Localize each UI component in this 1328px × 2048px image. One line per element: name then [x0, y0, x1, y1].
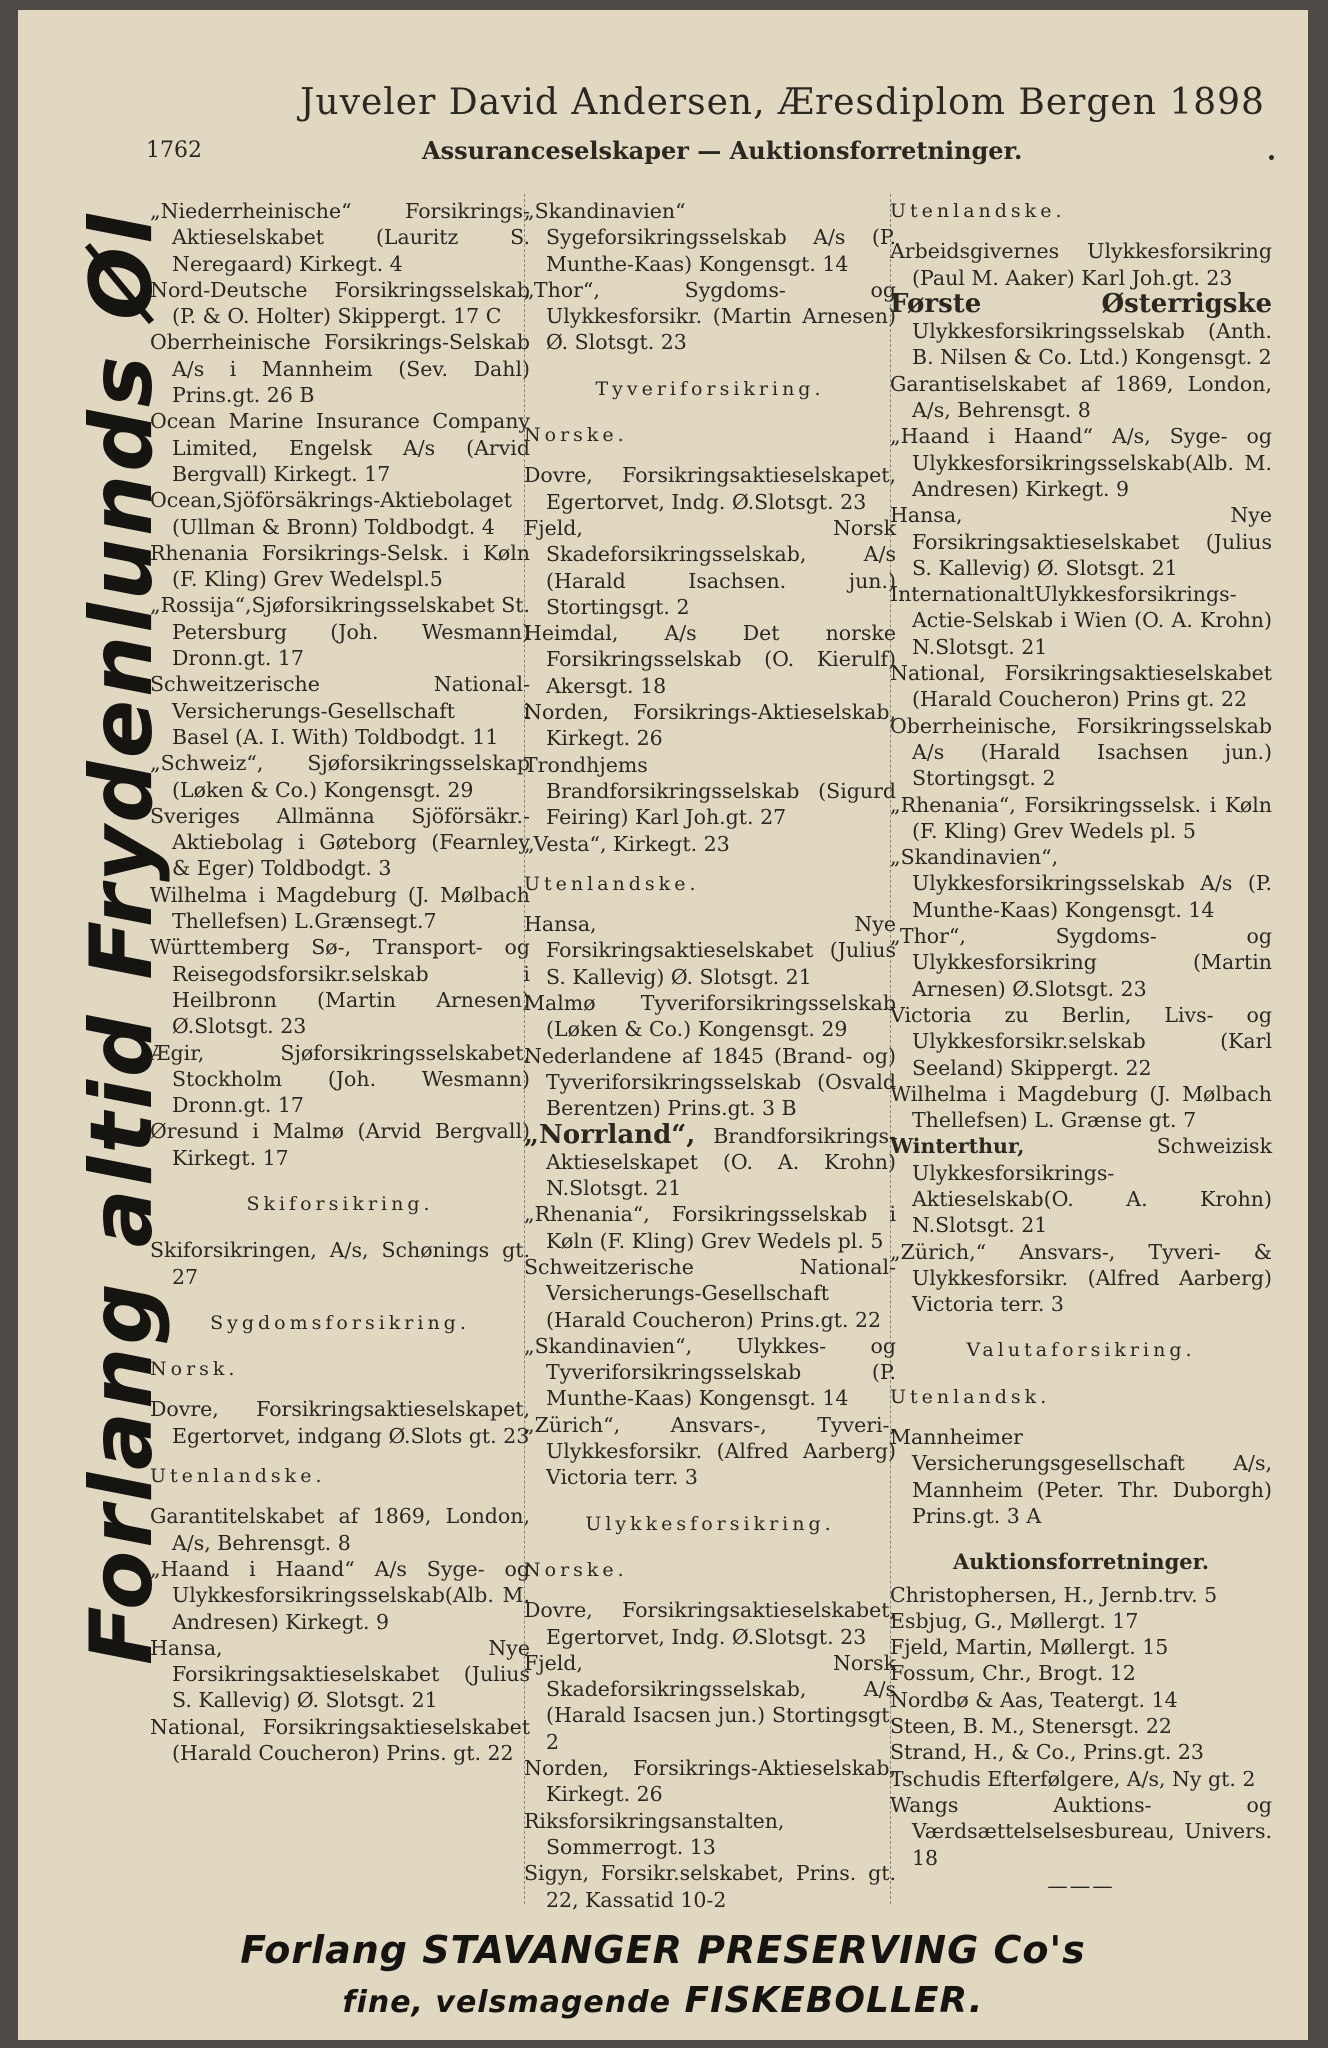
directory-entry: „Skandinavien“ Sygeforsikringsselskab A/s (P. Munthe-Kaas) Kongensgt. 14 — [524, 199, 896, 276]
directory-entry: Norden, Forsikrings-Aktieselskab, Kirkegt. 26 — [524, 700, 896, 751]
directory-entry: Ægir, Sjøforsikringsselskabet, Stockholm (Joh. Wesmann) Dronn.gt. 17 — [150, 1040, 530, 1118]
bottom-ad-small: fine, velsmagende — [342, 1985, 671, 2020]
bottom-ad-line-1: Forlang STAVANGER PRESERVING Co's — [240, 1928, 1086, 1972]
subheading-utenlandske: Utenlandske. — [890, 200, 1066, 222]
ink-dot — [1269, 155, 1274, 160]
top-banner — [300, 82, 1265, 123]
directory-entry: „Skandinavien“, Ulykkes- og Tyveriforsikringsselskab (P. Munthe-Kaas) Kongensgt. 14 — [524, 1333, 896, 1411]
end-rule: ——— — [1047, 1873, 1115, 1898]
section-heading-tyveri: Tyveriforsikring. — [595, 377, 825, 400]
entry-list — [524, 1597, 896, 1913]
entry-text: Brandforsikrings-Aktieselskapet (O. A. Krohn) N.Slotsgt. 21 — [546, 1123, 896, 1201]
entry-list — [524, 911, 896, 1121]
directory-entry: Christophersen, H., Jernb.trv. 5 — [890, 1582, 1218, 1607]
column-2 — [524, 198, 896, 1913]
directory-entry: Skiforsikringen, A/s, Schønings gt. 27 — [150, 1238, 530, 1289]
entry-list — [150, 1396, 530, 1449]
directory-entry: Heimdal, A/s Det norske Forsikringsselskab (O. Kierulf) Akersgt. 18 — [524, 621, 896, 698]
directory-entry: InternationaltUlykkesforsikrings-Actie-Selskab i Wien (O. A. Krohn) N.Slotsgt. 21 — [890, 582, 1272, 659]
section-heading-sygdom: Sygdomsforsikring. — [210, 1311, 470, 1334]
subheading-utenlandske: Utenlandske. — [524, 872, 700, 895]
directory-entry: „Rhenania“, Forsikringsselsk. i Køln (F. Kling) Grev Wedels pl. 5 — [890, 792, 1272, 843]
entry-list — [524, 462, 896, 856]
directory-entry: Rhenania Forsikrings-Selsk. i Køln (F. Kling) Grev Wedelspl.5 — [150, 540, 530, 592]
directory-entry: „Skandinavien“, Ulykkesforsikringsselskab A/s (P. Munthe-Kaas) Kongensgt. 14 — [890, 845, 1272, 922]
side-advertisement: Forlang altid Frydenlunds Øl — [72, 211, 172, 1665]
directory-entry: „Haand i Haand“ A/s, Syge- og Ulykkesforsikringsselskab(Alb. M. Andresen) Kirkegt. 9 — [890, 424, 1272, 501]
directory-entry: Ocean,Sjöförsäkrings-Aktiebolaget (Ullman & Bronn) Toldbodgt. 4 — [150, 488, 513, 539]
directory-entry: „Thor“, Sygdoms- og Ulykkesforsikring (Martin Arnesen) Ø.Slotsgt. 23 — [890, 924, 1272, 1001]
directory-entry: Fjeld, Martin, Møllergt. 15 — [890, 1635, 1169, 1660]
subheading-norske: Norske. — [524, 424, 628, 447]
entry-text: Schweizisk Ulykkesforsikrings-Aktieselskab(O. A. Krohn) N.Slotsgt. 21 — [912, 1134, 1272, 1238]
directory-entry: Norden, Forsikrings-Aktieselskab, Kirkegt. 26 — [524, 1756, 896, 1807]
directory-entry: Schweitzerische National-Versicherungs-Gesellschaft i Basel (A. I. With) Toldbodgt. 11 — [150, 672, 530, 749]
directory-entry: Dovre, Forsikringsaktieselskapet, Egertorvet, indgang Ø.Slots gt. 23 — [150, 1397, 530, 1448]
subheading-utenlandsk: Utenlandsk. — [890, 1385, 1051, 1408]
entry-list — [890, 371, 1272, 1134]
banner-prefix: Juveler David Andersen, — [300, 82, 766, 123]
directory-entry: National, Forsikringsaktieselskabet (Harald Coucheron) Prins gt. 22 — [890, 661, 1272, 712]
directory-entry: Riksforsikringsanstalten, Sommerrogt. 13 — [524, 1808, 785, 1859]
section-heading-ski: Skiforsikring. — [246, 1192, 434, 1215]
directory-entry: „Zürich,“ Ansvars-, Tyveri- & Ulykkesforsikr. (Alfred Aarberg) Victoria terr. 3 — [890, 1239, 1272, 1317]
banner-suffix: Æresdiplom Bergen 1898 — [778, 82, 1265, 123]
entry-list — [890, 1424, 1272, 1529]
entry-norrland — [524, 1119, 896, 1202]
directory-entry: National, Forsikringsaktieselskabet (Harald Coucheron) Prins. gt. 22 — [150, 1714, 530, 1766]
bottom-ad-big: FISKEBOLLER. — [684, 1980, 984, 2021]
entry-forste — [890, 288, 1272, 371]
directory-entry: „Zürich“, Ansvars-, Tyveri-, Ulykkesforsikr. (Alfred Aarberg) Victoria terr. 3 — [524, 1412, 896, 1490]
directory-entry: „Schweiz“, Sjøforsikringsselskap (Løken & Co.) Kongensgt. 29 — [150, 751, 530, 802]
directory-entry: Wilhelma i Magdeburg (J. Mølbach Thellefsen) L.Grænsegt.7 — [150, 882, 530, 934]
directory-entry: Württemberg Sø-, Transport- og Reisegodsforsikr.selskab i Heilbronn (Martin Arnesen) Ø.Slotsgt. 23 — [150, 935, 530, 1039]
directory-entry: Steen, B. M., Stenersgt. 22 — [890, 1714, 1172, 1739]
directory-entry: Oberrheinische Forsikrings-Selskab A/s i Mannheim (Sev. Dahl) Prins.gt. 26 B — [150, 330, 530, 408]
directory-entry: Fjeld, Norsk Skadeforsikringsselskab, A/s (Harald Isacsen jun.) Stortingsgt. 2 — [524, 1650, 896, 1754]
directory-entry: Wilhelma i Magdeburg (J. Mølbach Thellefsen) L. Grænse gt. 7 — [890, 1081, 1272, 1133]
directory-entry: Nord-Deutsche Forsikringsselskab (P. & O. Holter) Skippergt. 17 C — [150, 277, 530, 329]
entry-list — [150, 1237, 530, 1290]
directory-entry: Sigyn, Forsikr.selskabet, Prins. gt. 22, Kassatid 10-2 — [524, 1861, 896, 1912]
page-subtitle: Assuranceselskaper — Auktionsforretninger. — [422, 136, 1023, 165]
directory-entry: Malmø Tyveriforsikringsselskab (Løken & Co.) Kongensgt. 29 — [524, 991, 896, 1042]
entry-text: Ulykkesforsikringsselskab (Anth. B. Nilsen & Co. Ltd.) Kongensgt. 2 — [912, 319, 1272, 370]
directory-entry: Hansa, Nye Forsikringsaktieselskabet (Julius S. Kallevig) Ø. Slotsgt. 21 — [524, 912, 896, 989]
page-number: 1762 — [146, 138, 202, 163]
entry-name-bold: Første Østerrigske — [890, 288, 1272, 319]
directory-entry: Esbjug, G., Møllergt. 17 — [890, 1608, 1139, 1633]
section-title-auktion: Auktionsforretninger. — [952, 1549, 1210, 1575]
entry-list — [150, 198, 530, 1171]
entry-list — [524, 198, 896, 356]
directory-entry: Garantiselskabet af 1869, London, A/s, Behrensgt. 8 — [890, 371, 1272, 423]
subheading-norsk: Norsk. — [150, 1358, 239, 1381]
directory-entry: Strand, H., & Co., Prins.gt. 23 — [890, 1740, 1204, 1765]
directory-entry: Nederlandene af 1845 (Brand- og) Tyveriforsikringsselskab (Osvald Berentzen) Prins.gt. 3 B — [524, 1043, 896, 1121]
directory-entry: Garantitelskabet af 1869, London, A/s, Behrensgt. 8 — [150, 1504, 530, 1555]
section-heading-ulykke: Ulykkesforsikring. — [585, 1512, 835, 1535]
bottom-ad-line-2 — [18, 1980, 1308, 2021]
directory-entry: Arbeidsgivernes Ulykkesforsikring (Paul M. Aaker) Karl Joh.gt. 23 — [890, 239, 1272, 290]
section-heading-valuta: Valutaforsikring. — [966, 1339, 1196, 1362]
directory-entry: Fjeld, Norsk Skadeforsikringsselskab, A/s (Harald Isachsen. jun.) Stortingsgt. 2 — [524, 515, 896, 619]
entry-list — [890, 1239, 1272, 1318]
entry-winterthur — [890, 1133, 1272, 1238]
subheading-utenlandske: Utenlandske. — [150, 1465, 326, 1488]
directory-entry: Oberrheinische, Forsikringsselskab A/s (Harald Isachsen jun.) Stortingsgt. 2 — [890, 713, 1272, 791]
entry-list — [150, 1503, 530, 1766]
directory-entry: „Thor“, Sygdoms- og Ulykkesforsikr. (Martin Arnesen) Ø. Slotsgt. 23 — [524, 277, 896, 355]
directory-entry: Ocean Marine Insurance Company Limited, Engelsk A/s (Arvid Bergvall) Kirkegt. 17 — [150, 409, 530, 486]
entry-list — [890, 1582, 1272, 1871]
entry-name-bold: Winterthur, — [890, 1134, 1025, 1159]
directory-entry: Fossum, Chr., Brogt. 12 — [890, 1661, 1136, 1686]
directory-entry: Hansa, Nye Forsikringsaktieselskabet (Julius S. Kallevig) Ø. Slotsgt. 21 — [890, 503, 1272, 580]
entry-list — [524, 1201, 896, 1490]
directory-entry: „Niederrheinische“ Forsikrings-Aktieselskabet (Lauritz S. Neregaard) Kirkegt. 4 — [150, 199, 530, 276]
directory-entry: „Rhenania“, Forsikringsselskab i Køln (F. Kling) Grev Wedels pl. 5 — [524, 1202, 896, 1253]
directory-entry: „Rossija“,Sjøforsikringsselskabet St. Petersburg (Joh. Wesmann) Dronn.gt. 17 — [150, 593, 530, 671]
directory-entry: Øresund i Malmø (Arvid Bergvall) Kirkegt. 17 — [150, 1119, 530, 1170]
directory-entry: „Haand i Haand“ A/s Syge- og Ulykkesforsikringsselskab(Alb. M. Andresen) Kirkegt. 9 — [150, 1556, 530, 1634]
directory-entry: „Vesta“, Kirkegt. 23 — [524, 831, 730, 856]
subheading-norske: Norske. — [524, 1558, 628, 1581]
entry-name-bold: „Norrland“, — [524, 1119, 696, 1150]
column-1 — [150, 198, 530, 1766]
directory-entry: Dovre, Forsikringsaktieselskabet, Egertorvet, Indg. Ø.Slotsgt. 23 — [524, 1598, 896, 1649]
directory-entry: Nordbø & Aas, Teatergt. 14 — [890, 1687, 1178, 1712]
directory-entry: Dovre, Forsikringsaktieselskapet, Egertorvet, Indg. Ø.Slotsgt. 23 — [524, 463, 896, 514]
directory-entry: Tschudis Efterfølgere, A/s, Ny gt. 2 — [890, 1766, 1256, 1791]
directory-entry: Hansa, Nye Forsikringsaktieselskabet (Julius S. Kallevig) Ø. Slotsgt. 21 — [150, 1635, 530, 1713]
document-page — [18, 10, 1308, 2040]
directory-entry: Sveriges Allmänna Sjöförsäkr.-Aktiebolag i Gøteborg (Fearnley & Eger) Toldbodgt. 3 — [150, 803, 530, 881]
directory-entry: Schweitzerische National-Versicherungs-Gesellschaft (Harald Coucheron) Prins.gt. 22 — [524, 1254, 896, 1332]
directory-entry: Trondhjems Brandforsikringsselskab (Sigurd Feiring) Karl Joh.gt. 27 — [524, 752, 896, 830]
directory-entry: Wangs Auktions- og Værdsættelselsesbureau, Univers. 18 — [890, 1792, 1272, 1870]
entry-list — [890, 238, 1272, 291]
directory-entry: Mannheimer Versicherungsgesellschaft A/s, Mannheim (Peter. Thr. Duborgh) Prins.gt. 3 A — [890, 1425, 1272, 1528]
directory-entry: Victoria zu Berlin, Livs- og Ulykkesforsikr.selskab (Karl Seeland) Skippergt. 22 — [890, 1002, 1272, 1080]
column-3 — [890, 198, 1272, 1899]
